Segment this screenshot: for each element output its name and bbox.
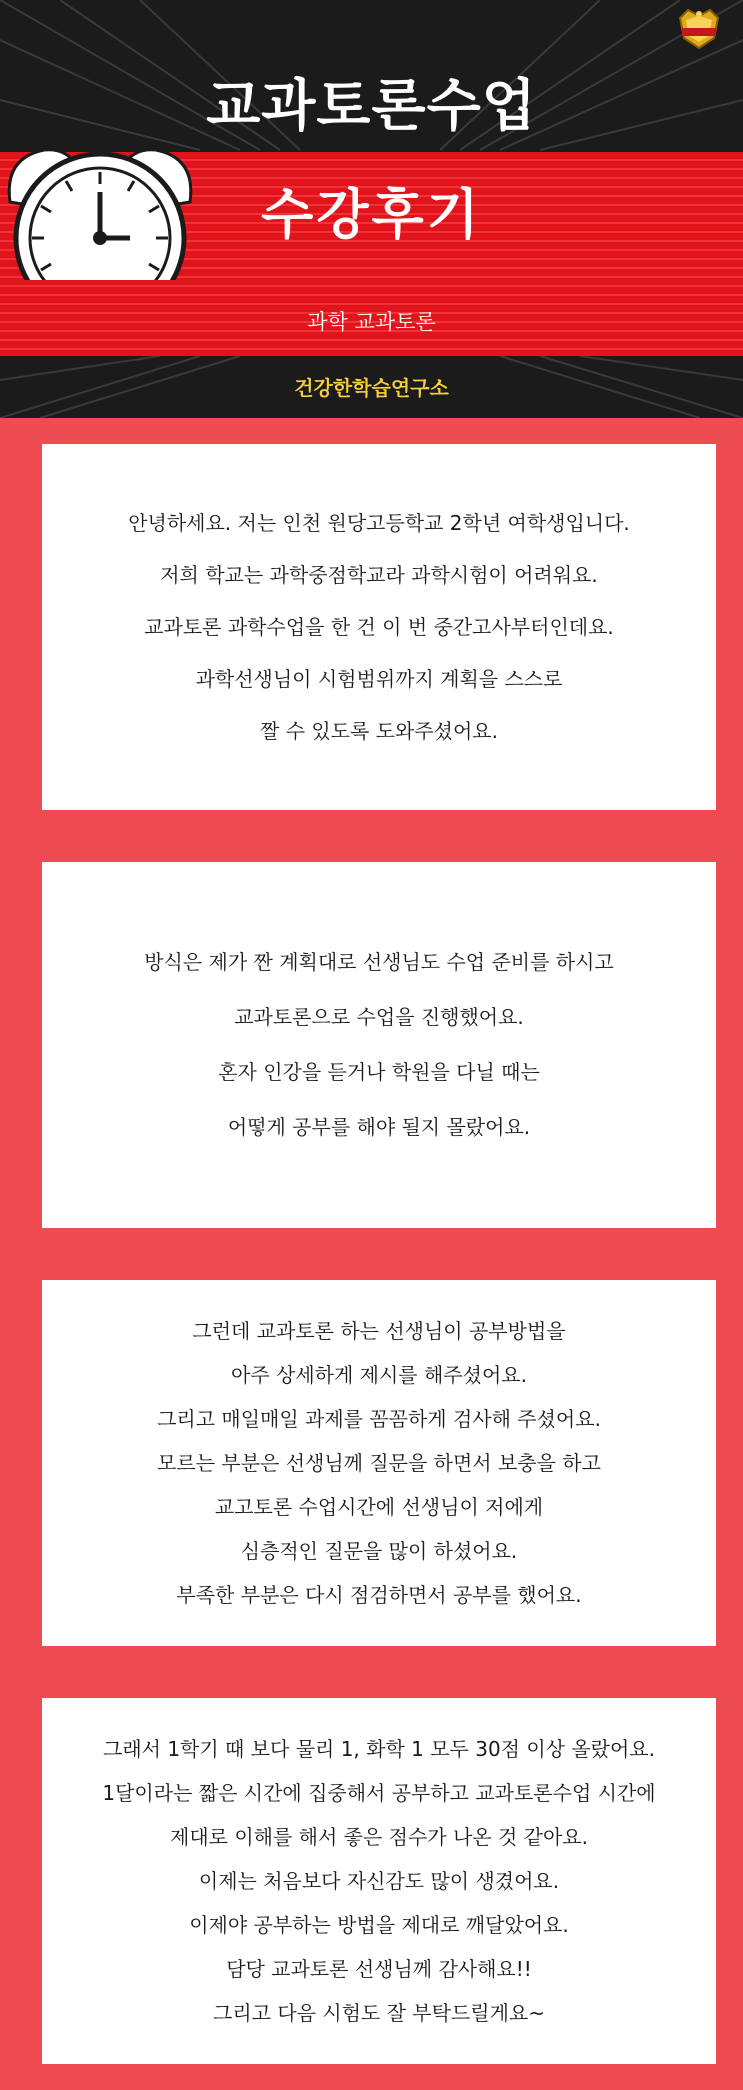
review-line: 심층적인 질문을 많이 하셨어요. [240, 1539, 518, 1563]
review-line: 방식은 제가 짠 계획대로 선생님도 수업 준비를 하시고 [144, 950, 614, 974]
review-line: 이제는 처음보다 자신감도 많이 생겼어요. [198, 1869, 560, 1893]
page-subtitle: 수강후기 [261, 183, 482, 246]
review-line: 제대로 이해를 해서 좋은 점수가 나온 것 같아요. [170, 1825, 588, 1849]
review-line: 모르는 부분은 선생님께 질문을 하면서 보충을 하고 [157, 1451, 601, 1475]
review-line: 저희 학교는 과학중점학교라 과학시험이 어려워요. [160, 563, 598, 587]
review-line: 짤 수 있도록 도와주셨어요. [260, 719, 498, 743]
review-line: 어떻게 공부를 해야 될지 몰랐어요. [227, 1115, 531, 1139]
review-line: 안녕하세요. 저는 인천 원당고등학교 2학년 여학생입니다. [128, 511, 630, 535]
page-title: 교과토론수업 [206, 74, 537, 139]
gold-badge-icon [676, 4, 722, 52]
review-line: 그리고 매일매일 과제를 꼼꼼하게 검사해 주셨어요. [157, 1407, 601, 1431]
header-banner [0, 0, 743, 418]
review-line: 교과토론으로 수업을 진행했어요. [234, 1005, 524, 1029]
review-line: 1달이라는 짧은 시간에 집중해서 공부하고 교과토론수업 시간에 [102, 1781, 656, 1805]
review-card [42, 444, 716, 810]
review-line: 혼자 인강을 듣거나 학원을 다닐 때는 [218, 1060, 540, 1084]
review-line: 부족한 부분은 다시 점검하면서 공부를 했어요. [176, 1583, 582, 1607]
review-card [42, 1698, 716, 2064]
review-line: 교고토론 수업시간에 선생님이 저에게 [214, 1495, 544, 1519]
review-line: 그리고 다음 시험도 잘 부탁드릴게요~ [213, 2001, 545, 2025]
review-line: 그런데 교과토론 하는 선생님이 공부방법을 [192, 1319, 566, 1343]
organization-name: 건강한학습연구소 [294, 376, 449, 400]
review-line: 담당 교과토론 선생님께 감사해요!! [226, 1957, 532, 1981]
review-line: 과학선생님이 시험범위까지 계획을 스스로 [195, 667, 563, 691]
review-line: 교과토론 과학수업을 한 건 이 번 중간고사부터인데요. [144, 615, 614, 639]
review-line: 아주 상세하게 제시를 해주셨어요. [231, 1363, 527, 1387]
review-card [42, 862, 716, 1228]
review-card [42, 1280, 716, 1646]
review-line: 이제야 공부하는 방법을 제대로 깨달았어요. [189, 1913, 569, 1937]
review-line: 그래서 1학기 때 보다 물리 1, 화학 1 모두 30점 이상 올랐어요. [103, 1737, 655, 1761]
category-label: 과학 교과토론 [307, 310, 436, 334]
